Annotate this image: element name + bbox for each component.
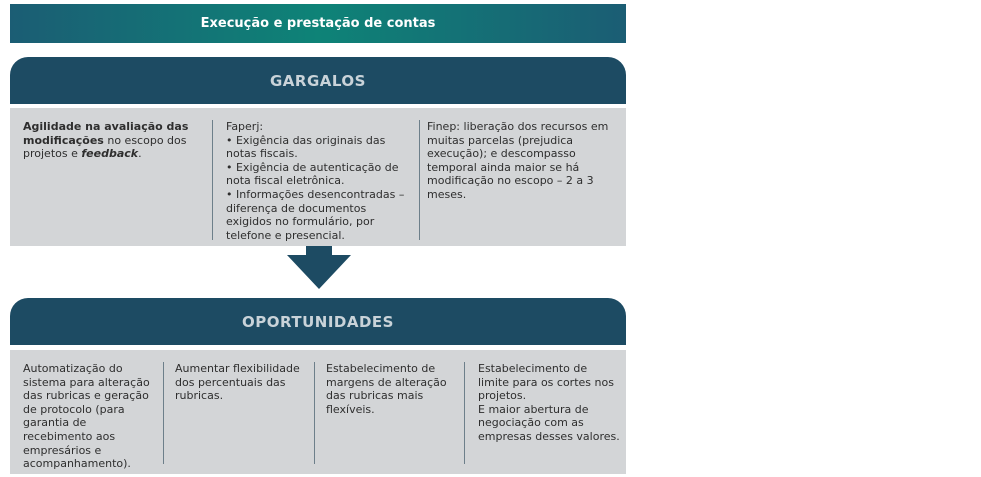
- gargalos-col2-heading: Faperj:: [226, 120, 264, 133]
- down-arrow-shape: [287, 246, 351, 289]
- gargalos-col2-item: • Exigência de autenticação de nota fiscal eletrônica.: [226, 160, 399, 188]
- oportunidades-col2-text: Aumentar flexibilidade dos percentuais das rubricas.: [175, 362, 300, 403]
- oportunidades-panel: [10, 350, 626, 474]
- gargalos-col2-item: • Informações desencontradas – diferença de documentos exigidos no formulário, por telefone e presencial.: [226, 187, 405, 242]
- column-divider: [314, 362, 315, 464]
- gargalos-col-1: [10, 108, 212, 246]
- oportunidades-col-2: [163, 350, 314, 474]
- top-banner: [10, 4, 626, 43]
- oportunidades-col-4: [464, 350, 626, 474]
- gargalos-col1-bold: Agilidade na avaliação das modificações: [23, 120, 189, 147]
- oportunidades-col3-text: Estabelecimento de margens de alteração das rubricas mais flexíveis.: [326, 362, 447, 416]
- column-divider: [419, 120, 420, 240]
- gargalos-col1-end: .: [138, 147, 142, 161]
- oportunidades-col4-line1: Estabelecimento de limite para os cortes nos projetos.: [478, 362, 614, 403]
- gargalos-col3-text: Finep: liberação dos recursos em muitas parcelas (prejudica execução); e descompasso temporal ainda maior se há modificação no escopo – 2 a 3 meses.: [427, 120, 609, 201]
- column-divider: [163, 362, 164, 464]
- column-divider: [212, 120, 213, 240]
- gargalos-title: GARGALOS: [270, 71, 366, 90]
- column-divider: [464, 362, 465, 464]
- gargalos-col-3: [419, 108, 626, 246]
- oportunidades-col-3: [314, 350, 464, 474]
- gargalos-col-2: [212, 108, 419, 246]
- gargalos-header: [10, 57, 626, 104]
- gargalos-panel: [10, 108, 626, 246]
- gargalos-col1-feedback: feedback: [81, 147, 139, 161]
- gargalos-col2-item: • Exigência das originais das notas fiscais.: [226, 133, 386, 161]
- down-arrow-icon: [287, 246, 351, 289]
- banner-title: Execução e prestação de contas: [200, 16, 436, 31]
- gargalos-col1-mid: no escopo dos projetos e: [23, 133, 187, 161]
- oportunidades-title: OPORTUNIDADES: [242, 312, 394, 331]
- oportunidades-col-1: [10, 350, 163, 474]
- oportunidades-col1-text: Automatização do sistema para alteração das rubricas e geração de protocolo (para garantia de recebimento aos empresários e acompanhamento).: [23, 362, 150, 471]
- oportunidades-header: [10, 298, 626, 345]
- oportunidades-col4-line2: E maior abertura de negociação com as empresas desses valores.: [478, 402, 620, 443]
